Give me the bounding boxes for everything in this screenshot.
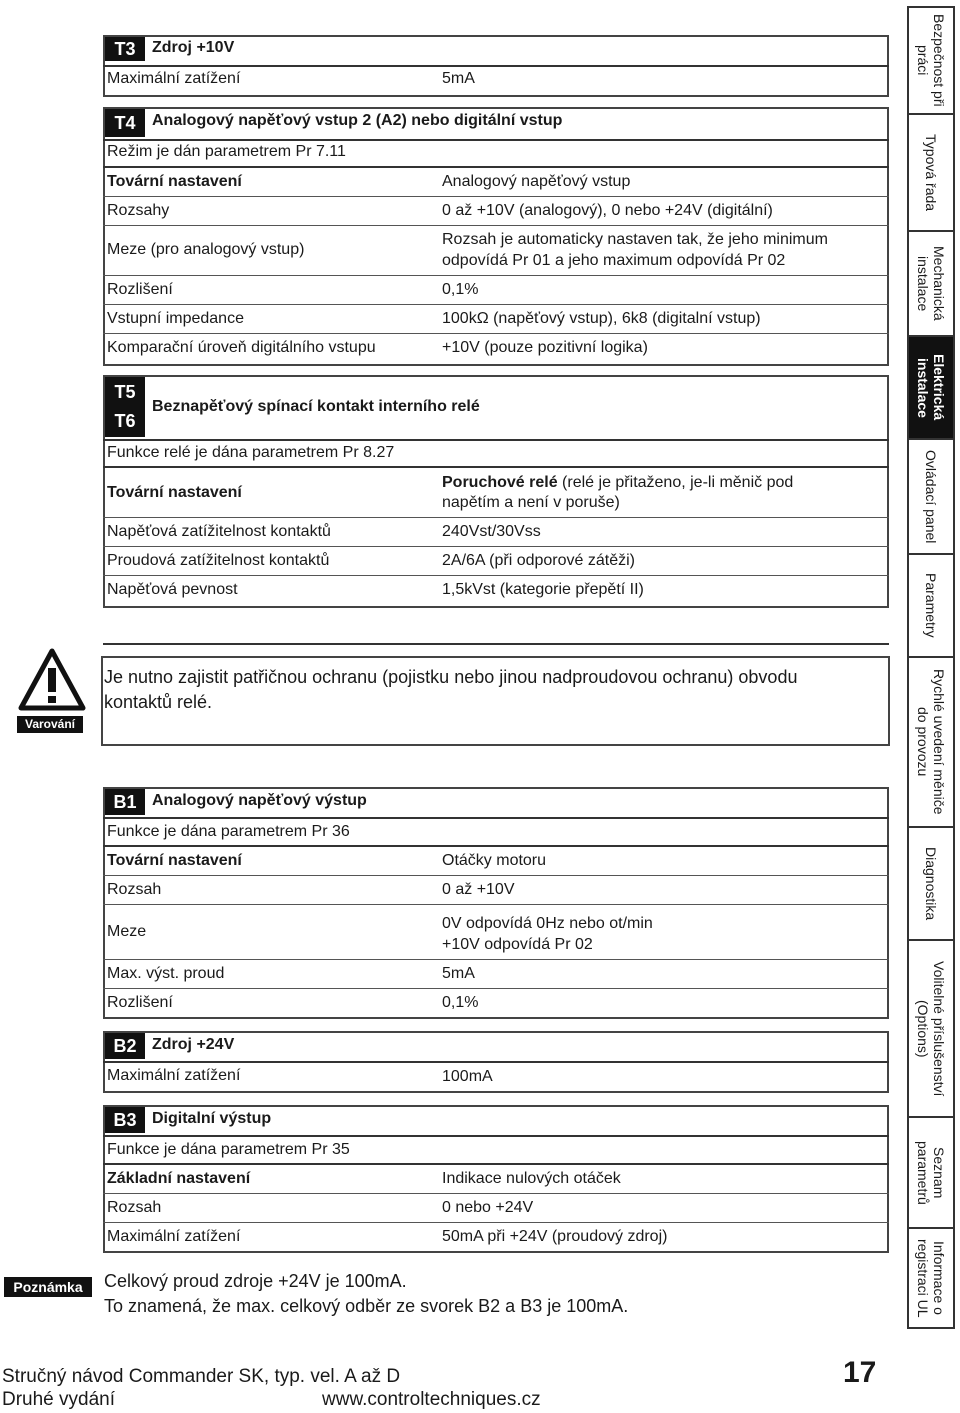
row-label: Tovární nastavení xyxy=(107,484,242,501)
warning-top-rule xyxy=(103,643,889,645)
t3-title: Zdroj +10V xyxy=(152,39,235,56)
row-value: +10V odpovídá Pr 02 xyxy=(442,936,593,953)
footer-title: Stručný návod Commander SK, typ. vel. A až D xyxy=(2,1366,401,1387)
t4-note: Režim je dán parametrem Pr 7.11 xyxy=(107,143,346,160)
row-value: odpovídá Pr 01 a jeho maximum odpovídá Pr 02 xyxy=(442,252,786,269)
row-value: 0,1% xyxy=(442,281,479,298)
row-value: 1,5kVst (kategorie přepětí II) xyxy=(442,581,644,598)
divider xyxy=(103,196,889,197)
tab-label: Typová řada xyxy=(923,133,939,212)
row-label: Tovární nastavení xyxy=(107,852,242,869)
row-value: napětím a není v poruše) xyxy=(442,494,620,511)
tab-label: Informace o registraci UL xyxy=(915,1238,947,1318)
footer-url[interactable]: www.controltechniques.cz xyxy=(322,1389,541,1410)
row-label: Rozlišení xyxy=(107,281,173,298)
row-label: Max. výst. proud xyxy=(107,965,225,982)
row-label: Napěťová zatížitelnost kontaktů xyxy=(107,523,331,540)
b1-badge: B1 xyxy=(105,789,145,815)
divider xyxy=(103,439,889,441)
divider xyxy=(103,845,889,847)
row-label: Komparační úroveň digitálního vstupu xyxy=(107,339,376,356)
tab-parametry[interactable] xyxy=(909,555,953,658)
t5-badge: T5 xyxy=(114,382,136,402)
row-value: Indikace nulových otáček xyxy=(442,1170,621,1187)
tab-volitelne-prislusenstvi[interactable] xyxy=(909,941,953,1118)
tab-seznam-parametru[interactable] xyxy=(909,1118,953,1229)
t56-note: Funkce relé je dána parametrem Pr 8.27 xyxy=(107,444,395,461)
row-label: Meze xyxy=(107,923,147,940)
divider xyxy=(103,1222,889,1223)
divider xyxy=(103,275,889,276)
tab-label: Mechanická instalace xyxy=(915,246,947,321)
tab-mechanicka-instalace[interactable] xyxy=(909,232,953,337)
b1-title: Analogový napěťový výstup xyxy=(152,792,367,809)
row-value: Analogový napěťový vstup xyxy=(442,173,631,190)
tab-label: Diagnostika xyxy=(923,846,939,921)
note-text-2: To znamená, že max. celkový odběr ze svorek B2 a B3 je 100mA. xyxy=(104,1296,629,1316)
row-label: Vstupní impedance xyxy=(107,310,244,327)
row-value: 5mA xyxy=(442,70,475,87)
divider xyxy=(103,466,889,468)
b2-badge: B2 xyxy=(105,1033,145,1059)
row-value: 240Vst/30Vss xyxy=(442,523,541,540)
row-label: Maximální zatížení xyxy=(107,70,241,87)
tab-elektricka-instalace[interactable] xyxy=(909,337,953,440)
divider xyxy=(103,904,889,905)
divider xyxy=(103,817,889,819)
row-value: Otáčky motoru xyxy=(442,852,547,869)
row-value: 100kΩ (napěťový vstup), 6k8 (digitalní vstup) xyxy=(442,310,761,327)
row-label: Rozsah xyxy=(107,1199,162,1216)
row-label: Rozlišení xyxy=(107,994,173,1011)
note-label: Poznámka xyxy=(4,1277,92,1297)
tab-label: Parametry xyxy=(923,573,939,638)
b1-note xyxy=(107,823,350,841)
b3-badge: B3 xyxy=(105,1107,145,1133)
divider xyxy=(103,304,889,305)
row-label: Meze (pro analogový vstup) xyxy=(107,241,305,258)
row-value: 0 až +10V (analogový), 0 nebo +24V (digitální) xyxy=(442,202,773,219)
warning-text-2: kontaktů relé. xyxy=(104,692,213,712)
row-value: +10V (pouze pozitivní logika) xyxy=(442,339,648,356)
divider xyxy=(103,1135,889,1137)
row-label: Maximální zatížení xyxy=(107,1067,241,1084)
note-text-1: Celkový proud zdroje +24V je 100mA. xyxy=(104,1271,407,1291)
chapter-sidebar xyxy=(907,6,955,1329)
row-label: Tovární nastavení xyxy=(107,173,242,190)
divider xyxy=(103,875,889,876)
tab-label: Volitelné příslušenství (Options) xyxy=(915,960,947,1097)
tab-typova-rada[interactable] xyxy=(909,115,953,232)
divider xyxy=(103,139,889,141)
tab-ovladaci-panel[interactable] xyxy=(909,440,953,555)
divider xyxy=(103,988,889,989)
page-number: 17 xyxy=(843,1356,877,1389)
b1-note-text: Funkce je dána parametrem Pr 36 xyxy=(107,823,350,840)
divider xyxy=(103,517,889,518)
divider xyxy=(103,1193,889,1194)
divider xyxy=(103,1061,889,1063)
relay-mode-desc: (relé je přitaženo, je-li měnič pod xyxy=(557,474,794,491)
divider xyxy=(103,65,889,67)
row-label: Základní nastavení xyxy=(107,1170,251,1187)
divider xyxy=(103,333,889,334)
row-label: Napěťová pevnost xyxy=(107,581,238,598)
divider xyxy=(103,1163,889,1165)
tab-informace-ul[interactable] xyxy=(909,1229,953,1327)
row-value: 0V odpovídá 0Hz nebo ot/min xyxy=(442,915,653,932)
tab-label: Bezpečnost při práci xyxy=(915,14,947,107)
footer-edition: Druhé vydání xyxy=(2,1389,116,1410)
warning-text-1: Je nutno zajistit patřičnou ochranu (pojistku nebo jinou nadproudovou ochranu) obvodu xyxy=(104,667,798,687)
relay-mode: Poruchové relé xyxy=(442,474,558,491)
tab-label: Rychlé uvedení měniče do provozu xyxy=(915,669,947,815)
divider xyxy=(103,959,889,960)
tab-rychle-uvedeni[interactable] xyxy=(909,658,953,828)
tab-diagnostika[interactable] xyxy=(909,828,953,941)
b3-note: Funkce je dána parametrem Pr 35 xyxy=(107,1141,350,1158)
row-value: 0 až +10V xyxy=(442,881,515,898)
b3-title: Digitalní výstup xyxy=(152,1110,272,1127)
t6-badge: T6 xyxy=(114,411,136,431)
warning-icon xyxy=(18,648,86,712)
tab-label: Elektrická instalace xyxy=(915,354,947,421)
t56-badge xyxy=(105,377,145,437)
divider xyxy=(103,166,889,168)
row-value: 0 nebo +24V xyxy=(442,1199,534,1216)
warning-label: Varování xyxy=(17,716,83,733)
divider xyxy=(103,546,889,547)
row-label: Maximální zatížení xyxy=(107,1228,241,1245)
t4-title: Analogový napěťový vstup 2 (A2) nebo digitální vstup xyxy=(152,112,563,129)
row-value: 2A/6A (při odporové zátěži) xyxy=(442,552,635,569)
tab-bezpecnost[interactable] xyxy=(909,8,953,115)
row-label: Rozsah xyxy=(107,881,162,898)
row-label: Proudová zatížitelnost kontaktů xyxy=(107,552,330,569)
b1-box xyxy=(103,787,889,1019)
row-value: 50mA při +24V (proudový zdroj) xyxy=(442,1228,668,1245)
row-label: Rozsahy xyxy=(107,202,170,219)
t3-badge: T3 xyxy=(105,37,145,61)
row-value xyxy=(442,474,793,492)
t56-title: Beznapěťový spínací kontakt interního relé xyxy=(152,398,480,415)
row-value: 0,1% xyxy=(442,994,479,1011)
tab-label: Seznam parametrů xyxy=(915,1140,947,1205)
row-value: 100mA xyxy=(442,1068,493,1085)
b2-title: Zdroj +24V xyxy=(152,1036,235,1053)
tab-label: Ovládací panel xyxy=(923,449,939,544)
t4-badge: T4 xyxy=(105,109,145,137)
divider xyxy=(103,225,889,226)
row-value: Rozsah je automaticky nastaven tak, že jeho minimum xyxy=(442,231,828,248)
row-value: 5mA xyxy=(442,965,475,982)
divider xyxy=(103,575,889,576)
